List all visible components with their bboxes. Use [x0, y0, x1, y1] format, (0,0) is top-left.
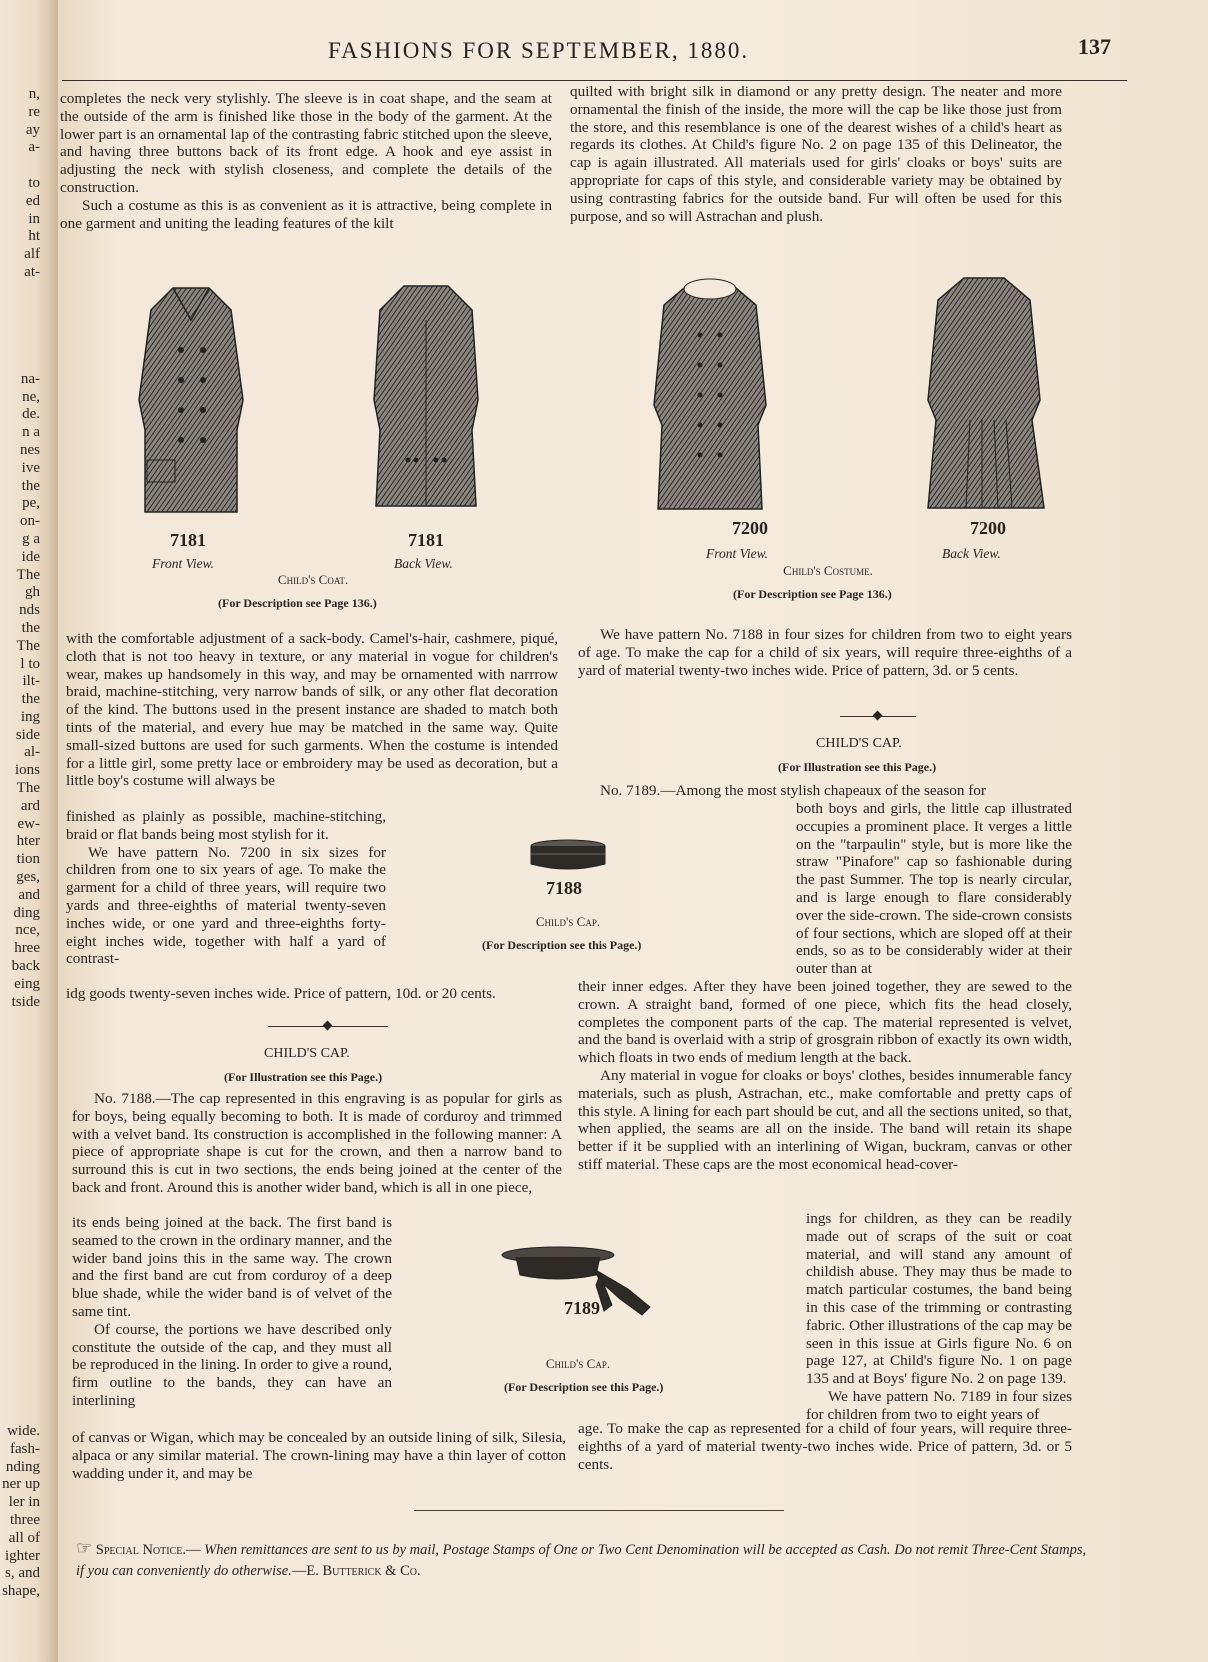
adjacent-page-fragment: the — [21, 691, 40, 708]
adjacent-page-fragment: the — [21, 477, 40, 494]
adjacent-page-fragment: tion — [16, 851, 40, 868]
adjacent-page-fragment: three — [10, 1511, 40, 1528]
coat-front-view-label: Front View. — [152, 556, 214, 571]
coat-front-illustration — [133, 280, 249, 520]
adjacent-page-fragments-upper — [0, 86, 40, 1011]
adjacent-page-fragment: the — [21, 619, 40, 636]
paragraph: No. 7189.—Among the most stylish chapeaux of the season for — [600, 782, 986, 799]
right-cap-narrow — [796, 800, 1072, 978]
right-top-text — [570, 83, 1062, 225]
page-number: 137 — [1078, 34, 1111, 59]
adjacent-page-fragment: alf — [24, 246, 40, 263]
adjacent-page-fragment: na- — [20, 370, 40, 387]
costume-front-number: 7200 — [732, 518, 768, 538]
costume-back-number: 7200 — [970, 518, 1006, 538]
header-rule — [62, 80, 1127, 81]
right-cap-title: CHILD'S CAP. — [816, 736, 902, 751]
costume-front-view-label: Front View. — [706, 546, 768, 561]
right-pattern-7188 — [578, 626, 1072, 679]
adjacent-page-fragment: pe, — [22, 495, 40, 512]
paragraph: of canvas or Wigan, which may be concealed by an outside lining of silk, Silesia, alpaca or any similar material. The crown-lining may have a thin layer of cotton wadding under it, and may be — [72, 1429, 566, 1482]
adjacent-page-fragment: The — [16, 566, 40, 583]
left-narrow-text — [66, 808, 386, 968]
right-cap-start — [578, 782, 1072, 800]
costume-back-view-label: Back View. — [942, 546, 1001, 561]
coat-caption: Child's Coat. — [277, 572, 349, 587]
adjacent-page-fragment: a- — [28, 139, 40, 156]
adjacent-page-fragment: ges, — [16, 869, 40, 886]
page-header — [58, 34, 1208, 74]
costume-back-illustration — [920, 270, 1048, 514]
left-cap-end-text — [72, 1429, 566, 1482]
paragraph: Any material in vogue for cloaks or boys' clothes, besides innumerable fancy materials, such as plush, Astrachan, etc., make comfortable and pretty caps of this style. A lining for each part should be cut, and all the sections united, so that, when applied, the seams are all on the inside. The band will retain its shape better if it be supplied with an interlining of Wigan, buckram, canvas or other stiff material. These caps are the most economical head-cover- — [578, 1066, 1072, 1173]
cap-7189-description-note: (For Description see this Page.) — [504, 1380, 664, 1394]
adjacent-page-edge — [0, 0, 60, 1662]
adjacent-page-fragment: and — [18, 886, 40, 903]
section-divider — [268, 1022, 388, 1032]
adjacent-page-fragment: ay — [25, 121, 40, 138]
special-notice — [76, 1538, 1096, 1582]
adjacent-page-fragment: al- — [24, 744, 40, 761]
paragraph: We have pattern No. 7200 in six sizes for children from one to six years of age. To make the garment for a child of three years, will require two yards and three-eighths of material twenty-seven inches wide, or one yard and three-eighths forty-eight inches wide, together with half a yard of contrast- — [66, 843, 386, 968]
left-cap-note: (For Illustration see this Page.) — [224, 1070, 383, 1084]
cap-7188-number: 7188 — [546, 878, 582, 898]
adjacent-page-fragment: ighter — [5, 1547, 40, 1564]
costume-caption: Child's Costume. — [783, 563, 873, 578]
adjacent-page-fragment: The — [16, 780, 40, 797]
adjacent-page-fragment: g a — [22, 530, 40, 547]
adjacent-page-fragment — [0, 282, 40, 300]
adjacent-page-fragment: ler in — [8, 1494, 40, 1511]
costume-front-illustration — [646, 275, 774, 515]
adjacent-page-fragment: ilt- — [22, 673, 40, 690]
paragraph: finished as plainly as possible, machine-stitching, braid or flat bands being most stylish for it. — [66, 808, 386, 843]
cap-7189-caption: Child's Cap. — [545, 1356, 611, 1371]
adjacent-page-fragment: tside — [11, 993, 40, 1010]
left-cap-narrow-text — [72, 1214, 392, 1410]
adjacent-page-fragment: ing — [20, 708, 40, 725]
adjacent-page-fragment — [0, 157, 40, 175]
adjacent-page-fragment — [0, 335, 40, 353]
paragraph: their inner edges. After they have been joined together, they are sewed to the crown. A straight band, formed of one piece, which fits the head closely, completes the component parts of the cap. The material represented is velvet, and the band is overlaid with a strip of grosgrain ribbon of exactly its own width, which floats in two ends of medium length at the back. — [578, 978, 1072, 1067]
adjacent-page-fragment: re — [28, 103, 40, 120]
adjacent-page-fragments-lower — [0, 1423, 40, 1601]
adjacent-page-fragment: ive — [21, 459, 40, 476]
adjacent-page-fragment: at- — [24, 263, 40, 280]
coat-front-number: 7181 — [170, 530, 206, 550]
coat-back-view-label: Back View. — [394, 556, 453, 571]
magazine-page — [58, 0, 1208, 1662]
adjacent-page-fragment: on- — [20, 513, 40, 530]
adjacent-page-fragment — [0, 317, 40, 335]
adjacent-page-fragment: ide — [21, 548, 40, 565]
adjacent-page-fragment: n a — [22, 424, 40, 441]
left-middle-text — [66, 630, 558, 790]
adjacent-page-fragment: side — [15, 726, 40, 743]
paragraph: quilted with bright silk in diamond or any pretty design. The neater and more ornamental the finish of the inside, the more will the cap be like those just from the store, and this resemblance is one of the dearest wishes of a child's heart as regards its clothes. At Child's figure No. 2 on page 135 of this Delineator, the cap is again illustrated. All materials used for girls' cloaks or boys' suits are appropriate for caps of this style, and considerable variety may be obtained by using contrasting fabrics for the outside band. Fur will often be used for this purpose, and so will Astrachan and plush. — [570, 83, 1062, 225]
adjacent-page-fragment: de. — [22, 406, 40, 423]
paragraph: completes the neck very stylishly. The sleeve is in coat shape, and the seam at the outside of the arm is finished like those in the body of the garment. At the lower part is an ornamental lap of the contrasting fabric stitched upon the sleeve, and having three buttons back of its front edge. A hook and eye assist in adjusting the neck with stylish closeness, and complete the details of the construction. — [60, 90, 552, 196]
coat-description-note: (For Description see Page 136.) — [218, 596, 377, 610]
cap-7188-description-note: (For Description see this Page.) — [482, 938, 642, 952]
paragraph: its ends being joined at the back. The first band is seamed to the crown in the ordinary manner, and the wider band joins this in the same way. The crown and the first band are cut from corduroy of a deep blue shade, while the wider band is of velvet of the same tint. — [72, 1214, 392, 1320]
paragraph: both boys and girls, the little cap illustrated occupies a prominent place. It verges a little on the "tarpaulin" style, but is more like the straw "Pinafore" cap so fashionable during the past Summer. The top is nearly circular, and is large enough to flare considerably over the side-crown. The side-crown consists of four sections, which are sloped off at their ends, so as to be considerably wider at their outer than at — [796, 800, 1072, 978]
right-pattern-7189-end — [578, 1420, 1072, 1473]
left-cap-text — [72, 1090, 562, 1197]
adjacent-page-fragment: s, and — [5, 1565, 40, 1582]
adjacent-page-fragment: n, — [28, 86, 40, 102]
adjacent-page-fragment: hter — [16, 833, 40, 850]
cap-7188-caption: Child's Cap. — [535, 914, 601, 929]
costume-description-note: (For Description see Page 136.) — [733, 587, 892, 601]
adjacent-page-fragment: ew- — [17, 815, 40, 832]
adjacent-page-fragment: ard — [20, 797, 40, 814]
adjacent-page-fragment: ions — [14, 762, 40, 779]
paragraph: with the comfortable adjustment of a sack-body. Camel's-hair, cashmere, piqué, cloth that is not too heavy in texture, or any material in vogue for children's wear, makes up handsomely in this way, and may be ornamented with narrrow braid, machine-stitching, very narrow bands of silk, or any other flat decoration of the kind. The buttons used in the present instance are shaded to match both tints of the material, and every hue may be matched in the same way. Quite small-sized buttons are used for such garments. When the costume is intended for a little girl, some pretty lace or embroidery may be used as decoration, but a little boy's costume will always be — [66, 630, 558, 790]
left-top-text — [60, 90, 552, 232]
paragraph: No. 7188.—The cap represented in this engraving is as popular for girls as for boys, being equally becoming to both. It is made of corduroy and trimmed with a velvet band. Its construction is accomplished in the following manner: A piece of appropriate shape is cut for the crown, and then a narrow band to surround this is cut in two sections, the ends being joined at the center of the back and front. Around this is another wider band, which is all in one piece, — [72, 1090, 562, 1196]
adjacent-page-fragment: in — [28, 210, 40, 227]
paragraph: Such a costume as this is as convenient as it is attractive, being complete in one garment and uniting the leading features of the kilt — [60, 196, 552, 232]
left-cap-title: CHILD'S CAP. — [264, 1046, 350, 1061]
adjacent-page-fragment: ding — [13, 904, 40, 921]
paragraph: Of course, the portions we have described only constitute the outside of the cap, and they must all be reproduced in the lining. In order to give a round, firm outline to the bands, they can have an interlining — [72, 1320, 392, 1409]
adjacent-page-fragment: nce, — [15, 922, 40, 939]
section-divider — [840, 712, 916, 722]
paragraph: idg goods twenty-seven inches wide. Price of pattern, 10d. or 20 cents. — [66, 985, 496, 1002]
adjacent-page-fragment: to — [28, 174, 40, 191]
adjacent-page-fragment: ht — [28, 228, 40, 245]
adjacent-page-fragment: ne, — [22, 388, 40, 405]
right-cap-note: (For Illustration see this Page.) — [778, 760, 937, 774]
right-material-narrow — [806, 1210, 1072, 1424]
notice-lead: Special Notice.— — [95, 1542, 201, 1558]
adjacent-page-fragment: eing — [14, 975, 40, 992]
adjacent-page-fragment — [0, 300, 40, 318]
adjacent-page-fragment: nes — [20, 441, 40, 458]
adjacent-page-fragment: hree — [14, 940, 40, 957]
cap-7188-illustration — [528, 838, 608, 872]
adjacent-page-fragment: back — [11, 958, 40, 975]
adjacent-page-fragment: fash- — [10, 1440, 40, 1457]
adjacent-page-fragment: l to — [20, 655, 40, 672]
coat-back-illustration — [368, 280, 484, 512]
adjacent-page-fragment: all of — [8, 1529, 40, 1546]
adjacent-page-fragment: The — [16, 637, 40, 654]
right-cap-full — [578, 978, 1072, 1174]
paragraph: ings for children, as they can be readily made out of scraps of the suit or coat material, and will stand any amount of childish abuse. They may thus be made to match particular costumes, the band being in this case of the trimming or contrasting fabric. Other illustrations of the cap may be seen in this issue at Girls figure No. 6 on page 127, at Child's figure No. 1 on page 135 and at Boys' figure No. 2 on page 139. — [806, 1210, 1072, 1388]
running-title: FASHIONS FOR SEPTEMBER, 1880. — [328, 38, 750, 63]
left-pattern-end — [66, 985, 562, 1003]
paragraph: We have pattern No. 7188 in four sizes for children from two to eight years of age. To make the cap for a child of six years, will require three-eighths of a yard of material twenty-two inches wide. Price of pattern, 3d. or 5 cents. — [578, 626, 1072, 679]
cap-7189-number: 7189 — [564, 1298, 600, 1318]
adjacent-page-fragment: nds — [19, 602, 40, 619]
bottom-rule — [414, 1510, 784, 1511]
adjacent-page-fragment: ed — [25, 192, 40, 209]
adjacent-page-fragment: gh — [25, 584, 40, 601]
adjacent-page-fragment: ner up — [2, 1476, 40, 1493]
pointing-hand-icon: ☞ — [76, 1538, 93, 1558]
coat-back-number: 7181 — [408, 530, 444, 550]
adjacent-page-fragment — [0, 353, 40, 371]
paragraph: We have pattern No. 7189 in four sizes for children from two to eight years of — [806, 1387, 1072, 1423]
paragraph: age. To make the cap as represented for a child of four years, will require three-eighths of a yard of material twenty-two inches wide. Price of pattern, 3d. or 5 cents. — [578, 1420, 1072, 1473]
notice-signature: —E. Butterick & Co. — [291, 1563, 421, 1579]
notice-body: When remittances are sent to us by mail, Postage Stamps of One or Two Cent Denomination will be accepted as Cash. Do not remit Three-Cent Stamps, if you can conveniently do otherwise. — [76, 1542, 1087, 1579]
adjacent-page-fragment: shape, — [2, 1583, 40, 1600]
adjacent-page-fragment: nding — [5, 1458, 40, 1475]
adjacent-page-fragment: wide. — [7, 1423, 40, 1439]
